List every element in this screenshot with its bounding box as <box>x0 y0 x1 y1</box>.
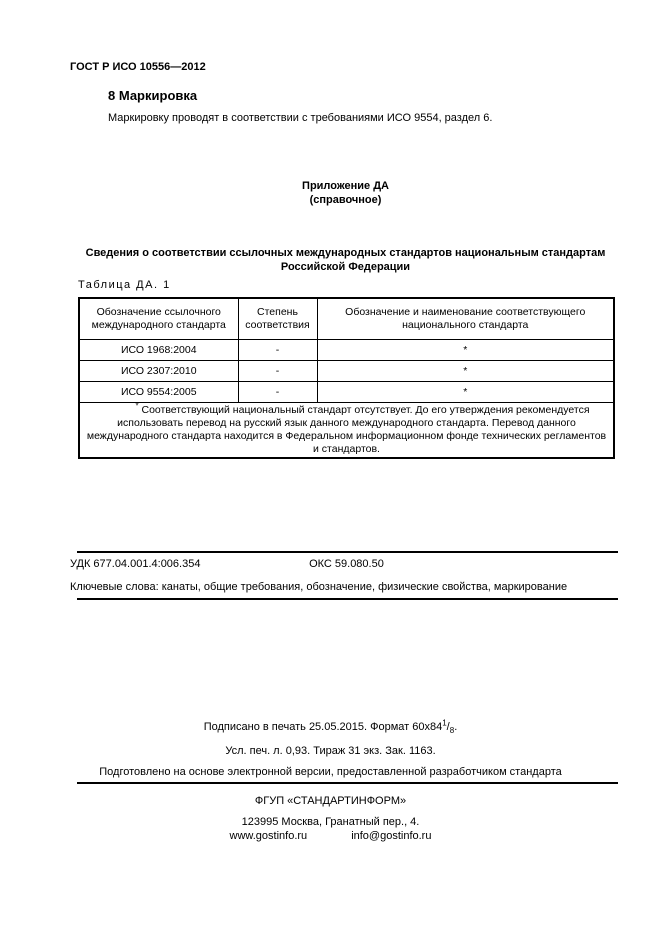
table-row <box>79 361 614 382</box>
table-header-row <box>79 298 614 340</box>
imprint-format-slash: / <box>446 721 450 733</box>
document-code: ГОСТ Р ИСО 10556—2012 <box>70 61 206 73</box>
footnote-text: Соответствующий национальный стандарт отсутствует. До его утверждения рекомендуется использовать перевод на русский язык данного международного стандарта. Перевод данного международного стандарта находится в Федеральном информационном фонде технических регламентов и стандартов. <box>86 404 607 455</box>
table-footnote <box>79 403 614 459</box>
annex-subtitle: (справочное) <box>309 194 382 206</box>
keywords-line: Ключевые слова: канаты, общие требования, обозначение, физические свойства, маркирование <box>70 581 568 593</box>
publisher-address: 123995 Москва, Гранатный пер., 4. <box>241 816 420 828</box>
footnote-marker: * <box>135 401 139 411</box>
imprint-format-sup: 1 <box>442 718 447 728</box>
table-row <box>79 382 614 403</box>
annex-heading-line1: Сведения о соответствии ссылочных международных стандартов национальным стандартам <box>85 247 606 259</box>
oks-code: ОКС 59.080.50 <box>309 558 384 570</box>
cell-degree: - <box>238 361 317 382</box>
horizontal-rule-top <box>77 551 618 553</box>
cell-standard: ИСО 2307:2010 <box>79 361 238 382</box>
cell-standard: ИСО 1968:2004 <box>79 340 238 361</box>
classification-codes-row <box>70 558 615 570</box>
cell-national: * <box>317 361 614 382</box>
table-caption: Таблица ДА. 1 <box>78 279 171 291</box>
publisher-name: ФГУП «СТАНДАРТИНФОРМ» <box>254 795 407 807</box>
section-body-text: Маркировку проводят в соответствии с требованиями ИСО 9554, раздел 6. <box>108 112 493 124</box>
imprint-format-text: Подписано в печать 25.05.2015. Формат 60х84 <box>203 721 443 733</box>
table-header-degree: Степень соответствия <box>238 298 317 340</box>
publisher-email: info@gostinfo.ru <box>351 830 432 842</box>
udk-code: УДК 677.04.001.4:006.354 <box>70 558 201 570</box>
table-header-national-standard: Обозначение и наименование соответствующего национального стандарта <box>317 298 614 340</box>
table-footnote-row <box>79 403 614 459</box>
publisher-website: www.gostinfo.ru <box>229 830 308 842</box>
annex-heading <box>78 246 613 274</box>
horizontal-rule-bottom <box>77 782 618 784</box>
imprint-prepared-note: Подготовлено на основе электронной версии, предоставленной разработчиком стандарта <box>99 766 562 778</box>
cell-national: * <box>317 340 614 361</box>
imprint-format-sub: 8 <box>449 726 455 736</box>
cell-degree: - <box>238 382 317 403</box>
annex-title: Приложение ДА <box>302 180 389 192</box>
cell-national: * <box>317 382 614 403</box>
cell-standard: ИСО 9554:2005 <box>79 382 238 403</box>
imprint-format-period: . <box>454 721 458 733</box>
imprint-print-info <box>0 718 661 736</box>
horizontal-rule-middle <box>77 598 618 600</box>
cell-degree: - <box>238 340 317 361</box>
table-header-ref-standard: Обозначение ссылочного международного стандарта <box>79 298 238 340</box>
correspondence-table <box>78 297 615 459</box>
publisher-contacts <box>0 830 661 842</box>
imprint-edition-info: Усл. печ. л. 0,93. Тираж 31 экз. Зак. 1163. <box>225 745 436 757</box>
annex-heading-line2: Российской Федерации <box>280 261 411 273</box>
table-row <box>79 340 614 361</box>
annex-title-block <box>78 179 613 207</box>
section-heading: 8 Маркировка <box>108 88 198 103</box>
